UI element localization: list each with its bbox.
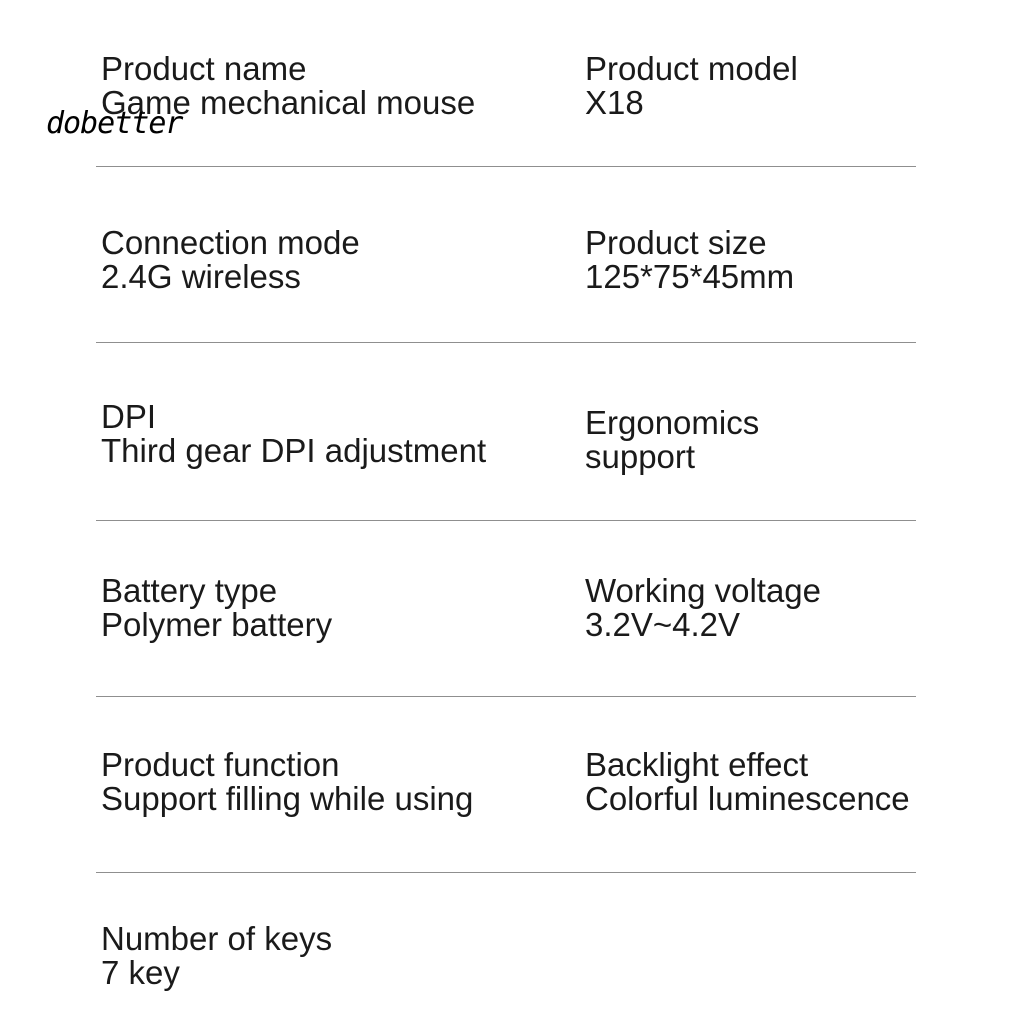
- spec-value: Third gear DPI adjustment: [101, 432, 487, 469]
- spec-product-model: [585, 52, 798, 120]
- spec-value: 7 key: [101, 954, 180, 991]
- row-divider: [96, 342, 916, 343]
- spec-value: Polymer battery: [101, 606, 333, 643]
- spec-label: Product name: [101, 50, 307, 87]
- spec-connection-mode: [101, 226, 360, 294]
- spec-product-function: [101, 748, 473, 816]
- spec-value: Support filling while using: [101, 780, 474, 817]
- spec-value: Colorful luminescence: [585, 780, 910, 817]
- spec-value: support: [585, 438, 696, 475]
- watermark: dobetter: [46, 106, 183, 141]
- row-divider: [96, 166, 916, 167]
- spec-label: Number of keys: [101, 920, 333, 957]
- spec-value: X18: [585, 84, 644, 121]
- spec-number-of-keys: [101, 922, 332, 990]
- spec-value: 125*75*45mm: [585, 258, 795, 295]
- row-divider: [96, 520, 916, 521]
- spec-working-voltage: [585, 574, 821, 642]
- spec-value: 3.2V~4.2V: [585, 606, 741, 643]
- spec-battery-type: [101, 574, 332, 642]
- spec-label: Ergonomics: [585, 404, 760, 441]
- spec-backlight-effect: [585, 748, 910, 816]
- spec-value: Game mechanical mouse: [101, 84, 476, 121]
- spec-value: 2.4G wireless: [101, 258, 301, 295]
- spec-label: Battery type: [101, 572, 278, 609]
- spec-dpi: [101, 400, 486, 468]
- spec-label: DPI: [101, 398, 157, 435]
- spec-product-size: [585, 226, 794, 294]
- spec-label: Backlight effect: [585, 746, 809, 783]
- spec-label: Product model: [585, 50, 798, 87]
- spec-label: Product size: [585, 224, 767, 261]
- row-divider: [96, 872, 916, 873]
- row-divider: [96, 696, 916, 697]
- spec-ergonomics: [585, 406, 759, 474]
- spec-label: Working voltage: [585, 572, 822, 609]
- spec-label: Connection mode: [101, 224, 360, 261]
- spec-label: Product function: [101, 746, 340, 783]
